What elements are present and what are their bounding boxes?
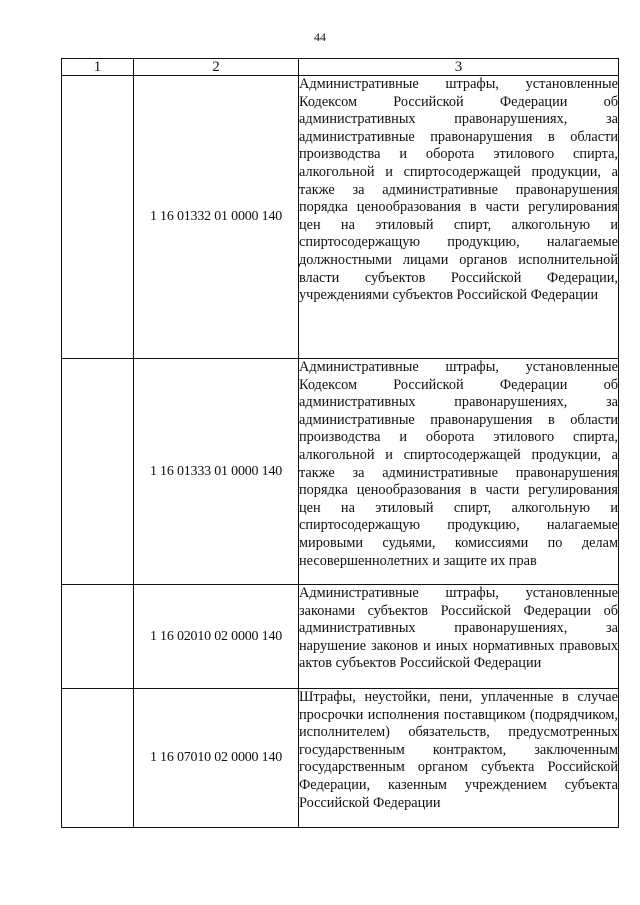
- page-number: 44: [314, 30, 326, 44]
- description-cell: Административные штрафы, установленные Кодексом Российской Федерации об административных правонарушениях, за административные правонарушения в области производства и оборота этилового спирта, алкогольной и спиртосодержащей продукции, а также за административные правонарушения порядка ценообразования в части регулирования цен на этиловый спирт, алкогольную и спиртосодержащую продукцию, налагаемые должностными лицами органов исполнительной власти субъектов Российской Федерации, учреждениями субъектов Российской Федерации: [299, 76, 619, 359]
- description-cell: Штрафы, неустойки, пени, уплаченные в случае просрочки исполнения поставщиком (подрядчиком, исполнителем) обязательств, предусмотренных государственным контрактом, заключенным государственным органом субъекта Российской Федерации, казенным учреждением субъекта Российской Федерации: [299, 689, 619, 828]
- column-header-1: 1: [62, 59, 134, 76]
- table-row: [62, 359, 619, 585]
- table-row: [62, 76, 619, 359]
- description-cell: Административные штрафы, установленные Кодексом Российской Федерации об административных правонарушениях, за административные правонарушения в области производства и оборота этилового спирта, алкогольной и спиртосодержащей продукции, а также за административные правонарушения порядка ценообразования в части регулирования цен на этиловый спирт, алкогольную и спиртосодержащую продукцию, налагаемые мировыми судьями, комиссиями по делам несовершеннолетних и защите их прав: [299, 359, 619, 585]
- description-cell: Административные штрафы, установленные законами субъектов Российской Федерации об административных правонарушениях, за нарушение законов и иных нормативных правовых актов субъектов Российской Федерации: [299, 585, 619, 689]
- table-row: [62, 689, 619, 828]
- budget-classification-table: [61, 58, 619, 828]
- column-header-2: 2: [134, 59, 299, 76]
- budget-code-cell: 1 16 02010 02 0000 140: [134, 585, 299, 689]
- table-row: [62, 585, 619, 689]
- table-header-row: [62, 59, 619, 76]
- column-header-3: 3: [299, 59, 619, 76]
- row-col1-cell: [62, 76, 134, 359]
- budget-code-cell: 1 16 01332 01 0000 140: [134, 76, 299, 359]
- row-col1-cell: [62, 689, 134, 828]
- budget-code-cell: 1 16 07010 02 0000 140: [134, 689, 299, 828]
- row-col1-cell: [62, 359, 134, 585]
- row-col1-cell: [62, 585, 134, 689]
- budget-code-cell: 1 16 01333 01 0000 140: [134, 359, 299, 585]
